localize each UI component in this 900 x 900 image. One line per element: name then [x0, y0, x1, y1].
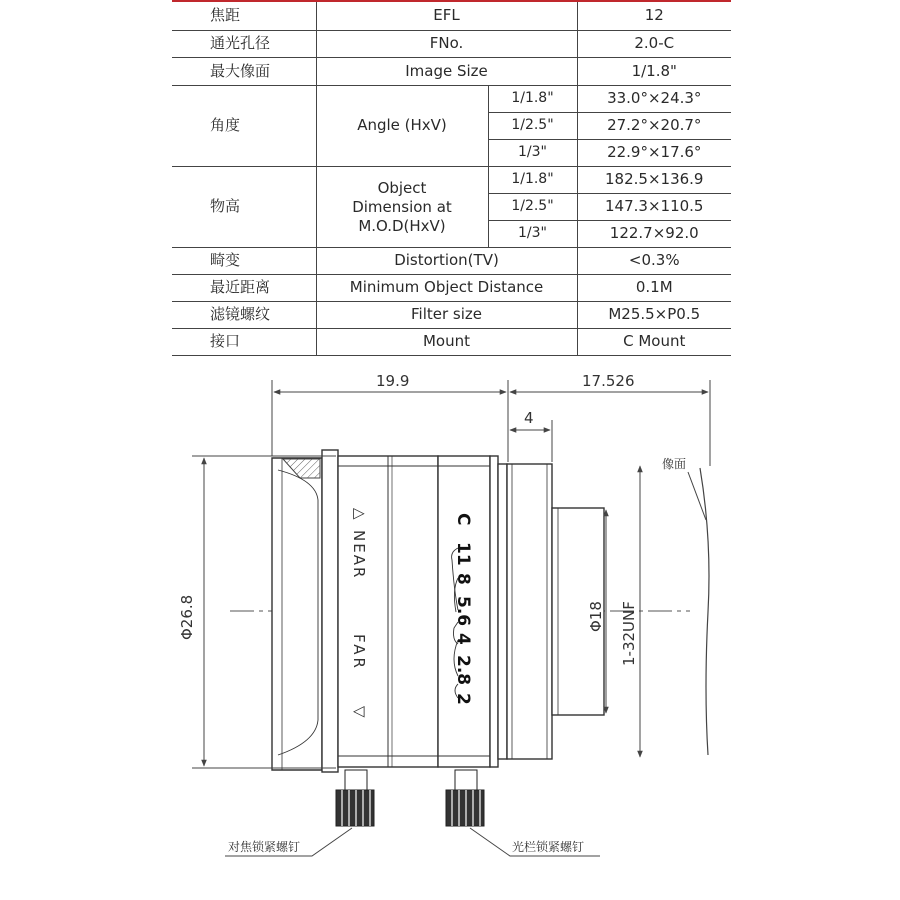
f-stop-11: 11 [453, 542, 473, 566]
iris-lock-screw [446, 770, 484, 826]
dim-length-text: 19.9 [376, 372, 410, 390]
focus-screw-label: 对焦锁紧螺钉 [228, 840, 301, 854]
spec-table [172, 0, 731, 356]
spec-label-en: Filter size [316, 301, 577, 328]
spec-value: 122.7×92.0 [577, 220, 731, 247]
spec-label-zh: 焦距 [172, 1, 316, 30]
obj-line: M.O.D(HxV) [358, 217, 446, 236]
spec-label-en: Distortion(TV) [316, 247, 577, 274]
spec-value: 27.2°×20.7° [577, 112, 731, 139]
spec-value: 22.9°×17.6° [577, 139, 731, 166]
spec-label-zh: 滤镜螺纹 [172, 301, 316, 328]
f-stop-2-8: 2.8 [453, 655, 473, 686]
spec-value: 182.5×136.9 [577, 166, 731, 193]
front-cap [272, 458, 322, 770]
image-plane-leader [688, 472, 706, 520]
spec-value: 12 [577, 1, 731, 30]
f-stop-c: C [453, 513, 473, 526]
dim-back-text: 17.526 [582, 372, 635, 390]
aperture-scale [453, 513, 473, 705]
spec-label-zh: 最近距离 [172, 274, 316, 301]
sensor-size: 1/1.8" [488, 166, 577, 193]
sensor-size: 1/1.8" [488, 85, 577, 112]
spec-value: 2.0-C [577, 30, 731, 57]
spec-label-en: Mount [316, 328, 577, 355]
dim-length [272, 380, 508, 462]
ring-far-text: FAR [350, 634, 368, 671]
spec-label-en: EFL [316, 1, 577, 30]
spec-label-en-multiline [316, 166, 488, 247]
spec-label-en: FNo. [316, 30, 577, 57]
focus-lock-screw [336, 770, 374, 826]
obj-line: Object [377, 179, 427, 198]
image-plane-label: 像面 [662, 457, 687, 471]
sensor-size: 1/2.5" [488, 193, 577, 220]
dim-thread-text: 1-32UNF [620, 601, 638, 666]
spec-value: C Mount [577, 328, 731, 355]
sensor-size: 1/3" [488, 139, 577, 166]
dim-back [510, 380, 710, 466]
far-arrow-icon: ▽ [351, 706, 369, 718]
spec-value: 33.0°×24.3° [577, 85, 731, 112]
spec-label-zh: 畸变 [172, 247, 316, 274]
spec-label-zh: 角度 [172, 85, 316, 166]
spec-value: M25.5×P0.5 [577, 301, 731, 328]
spec-label-en: Angle (HxV) [316, 85, 488, 166]
spec-label-zh: 接口 [172, 328, 316, 355]
spec-value: 0.1M [577, 274, 731, 301]
ring-near-text: NEAR [350, 530, 368, 580]
f-stop-8: 8 [453, 573, 473, 585]
spec-label-zh: 最大像面 [172, 57, 316, 85]
f-stop-5-6: 5.6 [453, 596, 473, 627]
dim-inner-text: Φ18 [587, 601, 605, 632]
sensor-size: 1/3" [488, 220, 577, 247]
f-stop-4: 4 [453, 633, 473, 645]
spec-value: 1/1.8" [577, 57, 731, 85]
spec-label-en: Minimum Object Distance [316, 274, 577, 301]
spec-value: 147.3×110.5 [577, 193, 731, 220]
image-plane [700, 468, 709, 755]
spec-label-zh: 通光孔径 [172, 30, 316, 57]
sensor-size: 1/2.5" [488, 112, 577, 139]
near-arrow-icon: △ [351, 508, 369, 520]
f-stop-2: 2 [453, 693, 473, 705]
obj-line: Dimension at [352, 198, 452, 217]
spec-label-zh: 物高 [172, 166, 316, 247]
lens-drawing [0, 360, 900, 900]
dim-diameter-text: Φ26.8 [178, 594, 196, 640]
focus-ring [322, 450, 438, 772]
spec-label-en: Image Size [316, 57, 577, 85]
spec-value: <0.3% [577, 247, 731, 274]
dim-flange-text: 4 [524, 409, 534, 427]
iris-screw-label: 光栏锁紧螺钉 [512, 840, 585, 854]
